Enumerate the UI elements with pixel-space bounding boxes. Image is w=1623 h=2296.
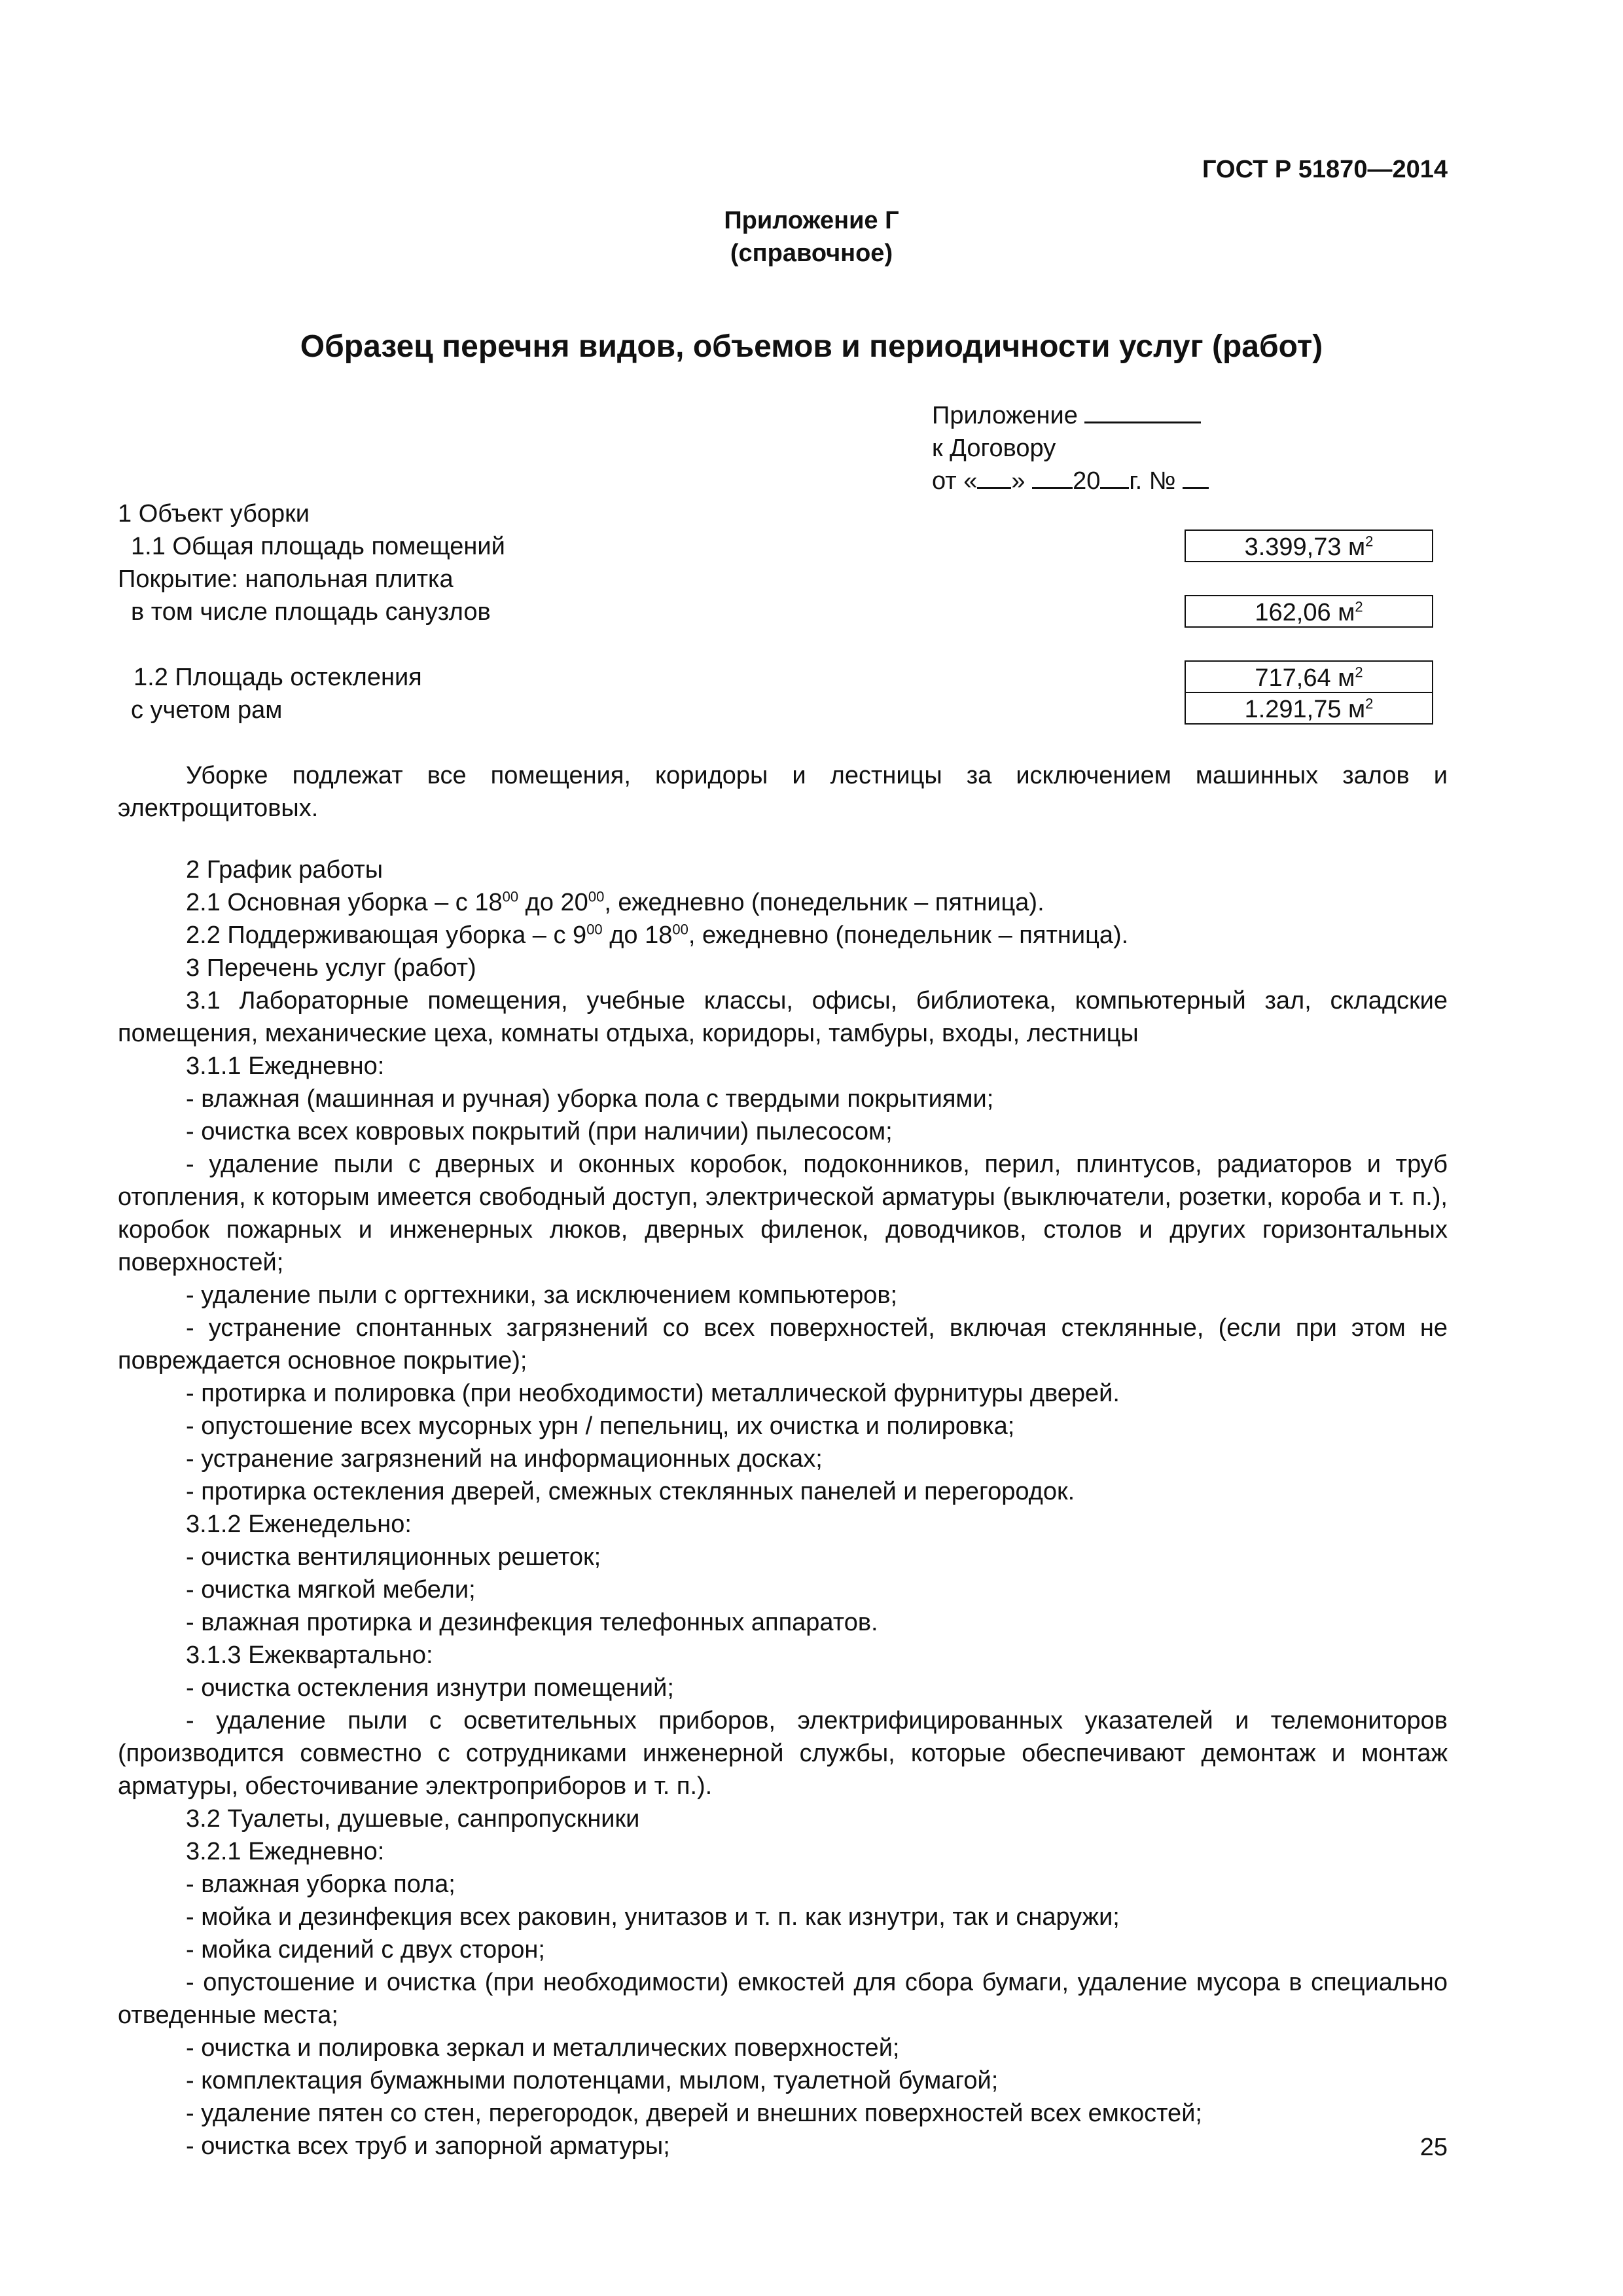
list-item: - очистка и полировка зеркал и металлических поверхностей; bbox=[186, 2034, 900, 2062]
intro-paragraph: Уборке подлежат все помещения, коридоры и лестницы за исключением машинных залов и электрощитовых. bbox=[118, 762, 1448, 822]
annex-heading bbox=[0, 204, 1623, 270]
document-title: Образец перечня видов, объемов и периодичности услуг (работ) bbox=[300, 329, 1323, 364]
contract-ref-line3: от « » 20 г. № bbox=[932, 465, 1209, 497]
list-item: - устранение загрязнений на информационных досках; bbox=[186, 1445, 823, 1473]
list-item: - очистка всех труб и запорной арматуры; bbox=[186, 2132, 670, 2160]
list-item: - опустошение всех мусорных урн / пепельниц, их очистка и полировка; bbox=[186, 1412, 1015, 1440]
list-item: - устранение спонтанных загрязнений со всех поверхностей, включая стеклянные, (если при этом не повреждается основное покрытие); bbox=[118, 1314, 1448, 1374]
list-item: - очистка всех ковровых покрытий (при наличии) пылесосом; bbox=[186, 1118, 893, 1145]
frames-value-box: 1.291,75 $м^2$ bbox=[1185, 692, 1433, 725]
sanitary-label: в том числе площадь санузлов bbox=[131, 598, 491, 626]
list-item: 3 Перечень услуг (работ) bbox=[186, 954, 476, 982]
list-item: - удаление пыли с дверных и оконных коробок, подоконников, перил, плинтусов, радиаторов и труб отопления, к которым имеется свободный доступ, электрической арматуры (выключатели, розетки, короба и т. п.), коробок пожарных и инженерных люков, дверных филенок, доводчиков, столов и других горизонтальных поверхностей; bbox=[118, 1151, 1448, 1276]
list-item: - очистка вентиляционных решеток; bbox=[186, 1543, 601, 1571]
glazing-value-box: 717,64 $м^2$ bbox=[1185, 660, 1433, 693]
list-item: - влажная (машинная и ручная) уборка пола с твердыми покрытиями; bbox=[186, 1085, 994, 1113]
annex-title: Приложение Г bbox=[724, 207, 899, 234]
list-item: - очистка остекления изнутри помещений; bbox=[186, 1674, 674, 1702]
list-item: - мойка сидений с двух сторон; bbox=[186, 1936, 545, 1964]
list-item: 3.2.1 Ежедневно: bbox=[186, 1838, 385, 1865]
list-item: 3.2 Туалеты, душевые, санпропускники bbox=[186, 1805, 640, 1833]
list-item: 3.1.3 Ежеквартально: bbox=[186, 1641, 433, 1669]
standard-number: ГОСТ Р 51870—2014 bbox=[1202, 156, 1448, 183]
list-item: - удаление пыли с осветительных приборов, электрифицированных указателей и телемониторов (производится совместно с сотрудниками инженерной службы, которые обеспечивают демонтаж и монтаж арматуры, обесточивание электроприборов и т. п.). bbox=[118, 1707, 1448, 1800]
list-item: 3.1.1 Ежедневно: bbox=[186, 1052, 385, 1080]
list-item: - комплектация бумажными полотенцами, мылом, туалетной бумагой; bbox=[186, 2067, 999, 2094]
page-number: 25 bbox=[1419, 2134, 1448, 2161]
list-item: 3.1 Лабораторные помещения, учебные классы, офисы, библиотека, компьютерный зал, складские помещения, механические цеха, комнаты отдыха, коридоры, тамбуры, входы, лестницы bbox=[118, 987, 1448, 1047]
frames-label: с учетом рам bbox=[131, 696, 283, 724]
schedule-main: 2.1 Основная уборка – с $18^{00}$ до $20^{00}$, ежедневно (понедельник – пятница). bbox=[186, 888, 1044, 916]
contract-ref-line1: Приложение bbox=[932, 399, 1201, 432]
area-label: 1.1 Общая площадь помещений bbox=[131, 533, 505, 560]
schedule-support: 2.2 Поддерживающая уборка – с $9^{00}$ до $18^{00}$, ежедневно (понедельник – пятница). bbox=[186, 921, 1129, 949]
list-item: - удаление пятен со стен, перегородок, дверей и внешних поверхностей всех емкостей; bbox=[186, 2100, 1202, 2127]
contract-ref-line2: к Договору bbox=[932, 435, 1056, 462]
annex-type: (справочное) bbox=[730, 240, 893, 267]
sanitary-value-box: 162,06 $м^2$ bbox=[1185, 595, 1433, 628]
list-item: - протирка и полировка (при необходимости) металлической фурнитуры дверей. bbox=[186, 1380, 1120, 1407]
coating-label: Покрытие: напольная плитка bbox=[118, 565, 454, 593]
area-value-box: 3.399,73 $м^2$ bbox=[1185, 529, 1433, 562]
object-heading: 1 Объект уборки bbox=[118, 500, 310, 528]
list-item: - мойка и дезинфекция всех раковин, унитазов и т. п. как изнутри, так и снаружи; bbox=[186, 1903, 1120, 1931]
list-item: - опустошение и очистка (при необходимости) емкостей для сбора бумаги, удаление мусора в специально отведенные места; bbox=[118, 1969, 1448, 2029]
list-item: - очистка мягкой мебели; bbox=[186, 1576, 476, 1604]
list-item: - протирка остекления дверей, смежных стеклянных панелей и перегородок. bbox=[186, 1478, 1075, 1505]
glazing-label: 1.2 Площадь остекления bbox=[134, 664, 422, 691]
list-item: - влажная уборка пола; bbox=[186, 1871, 455, 1898]
list-item: 3.1.2 Еженедельно: bbox=[186, 1511, 412, 1538]
list-item: - влажная протирка и дезинфекция телефонных аппаратов. bbox=[186, 1609, 878, 1636]
list-item: - удаление пыли с оргтехники, за исключением компьютеров; bbox=[186, 1282, 898, 1309]
schedule-heading: 2 График работы bbox=[186, 856, 383, 884]
